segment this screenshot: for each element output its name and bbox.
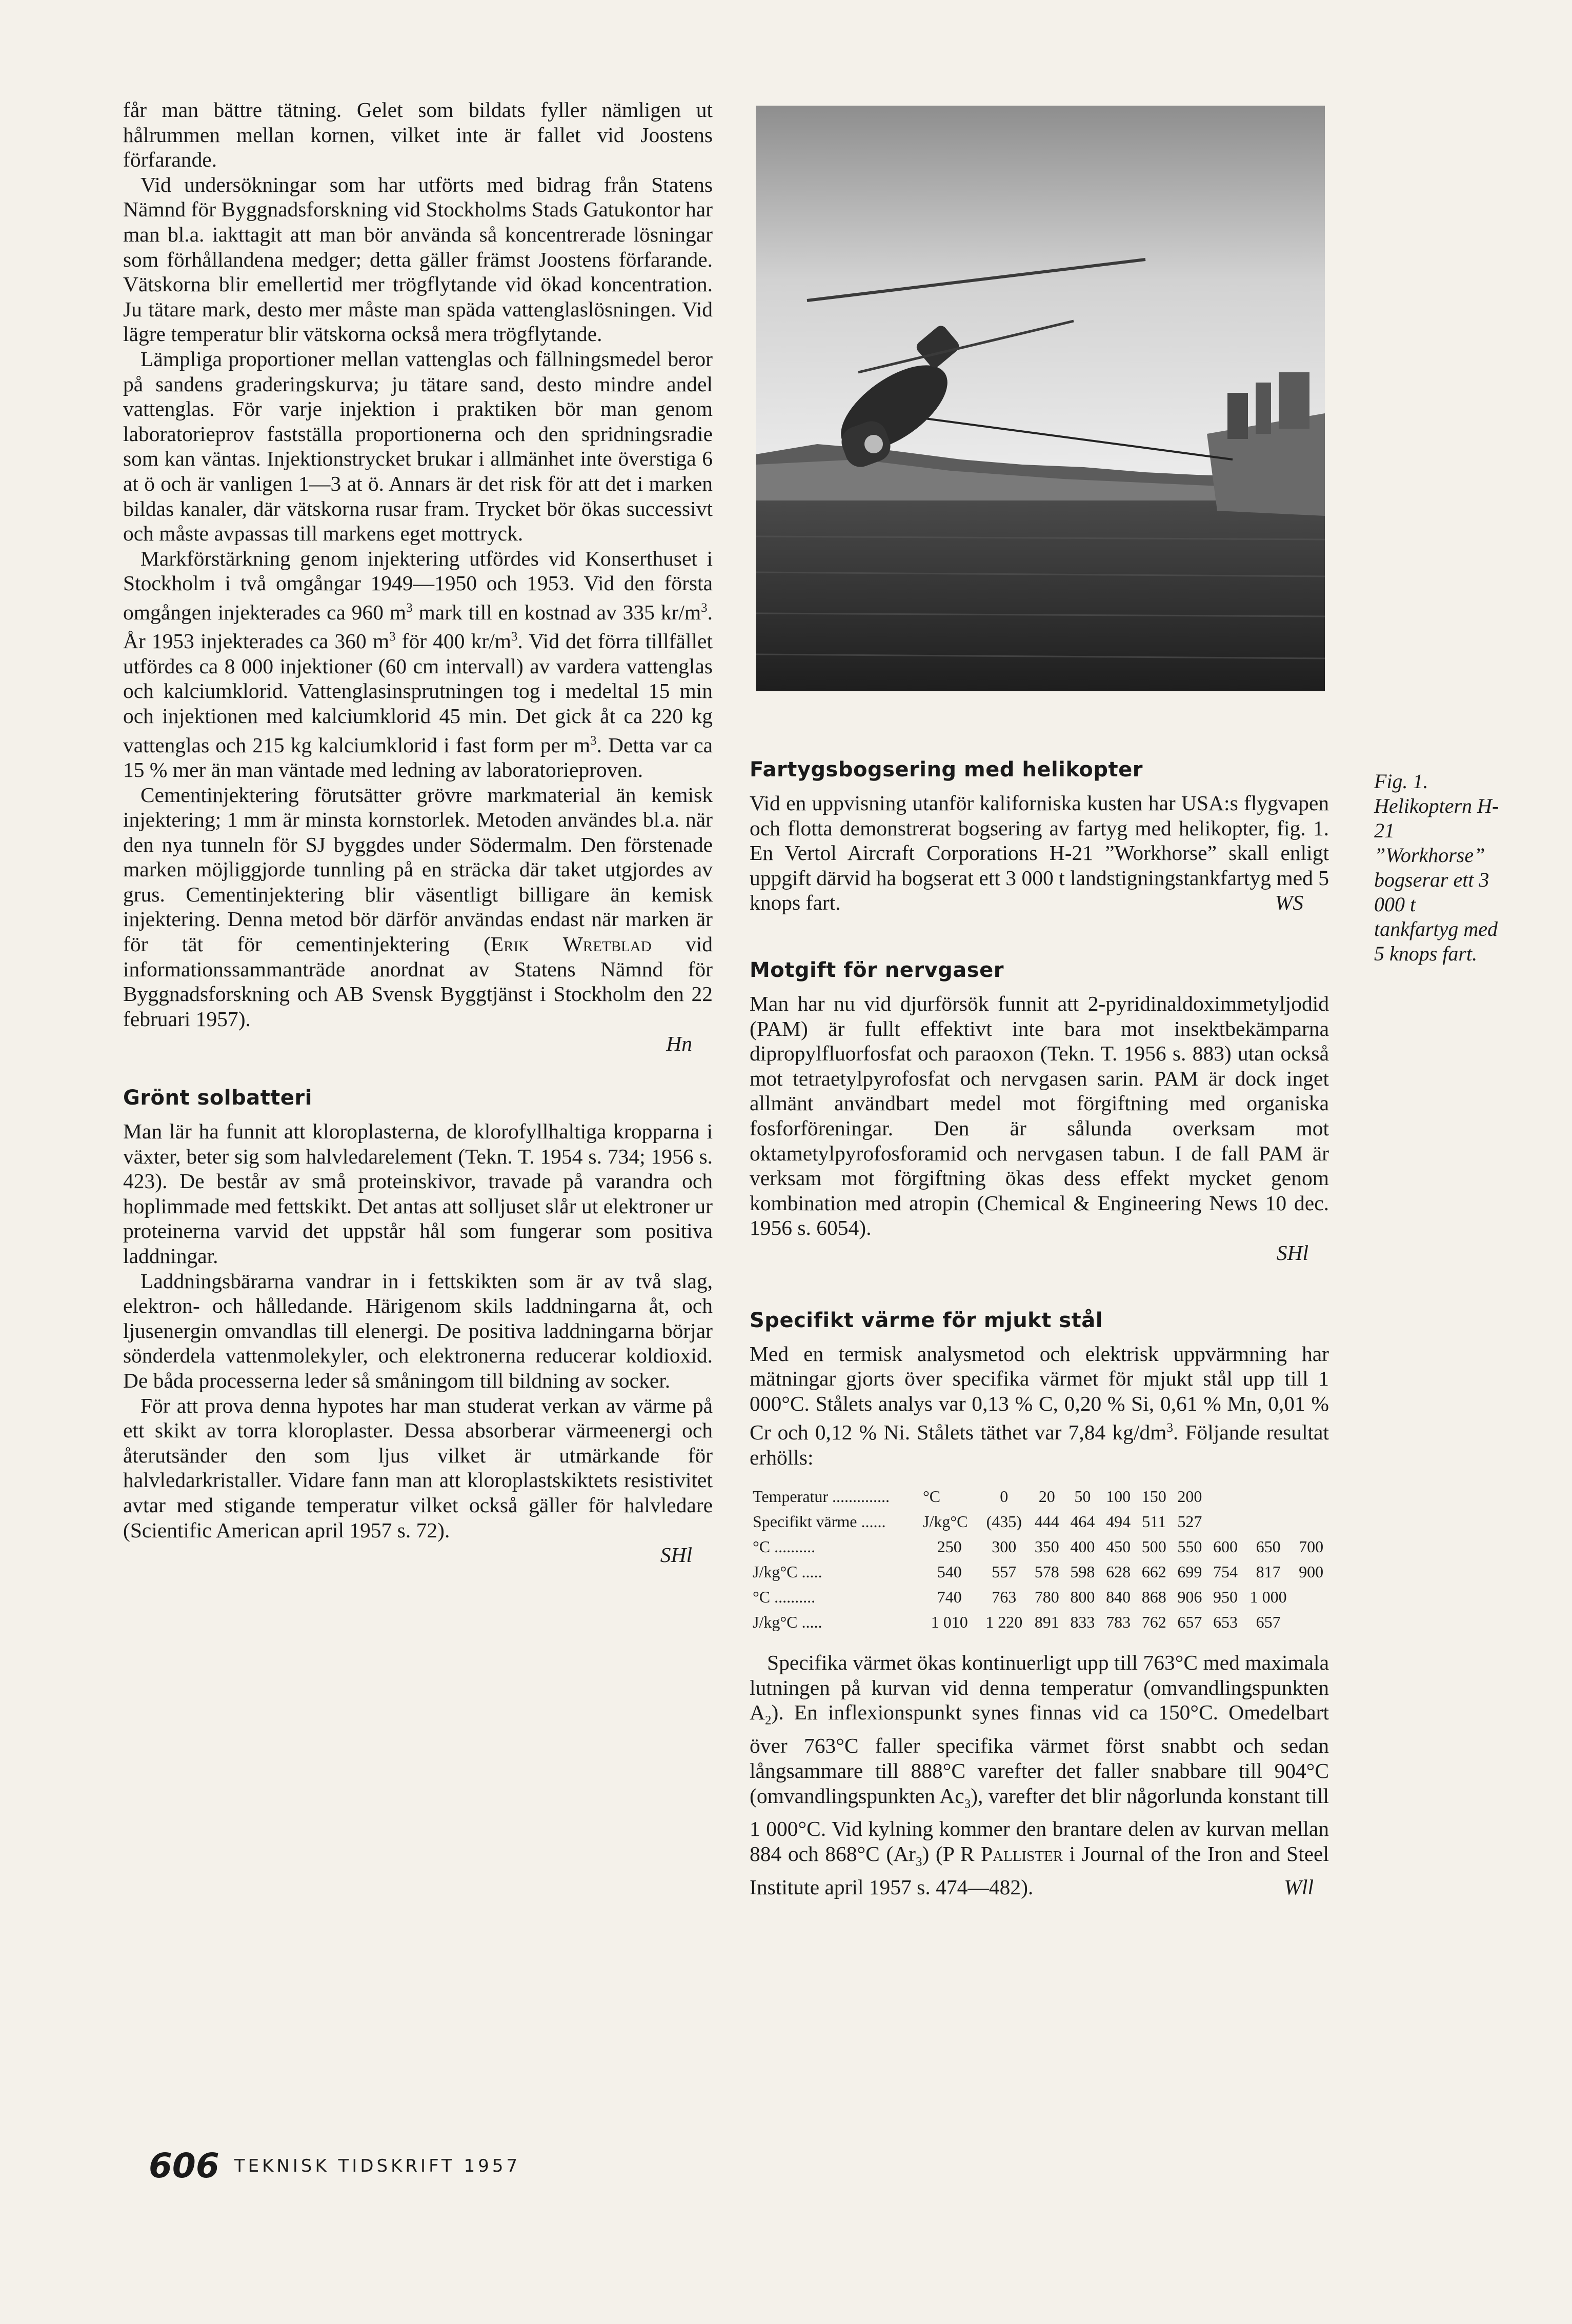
table-cell: 540 [937, 1562, 962, 1581]
table-cell: 650 [1256, 1537, 1281, 1556]
table-cell: 444 [1034, 1512, 1059, 1531]
table-cell: 350 [1034, 1537, 1059, 1556]
table-cell: 906 [1177, 1588, 1202, 1607]
table-row [750, 1484, 1329, 1509]
figure-caption: Fig. 1. Helikoptern H-21 ”Workhorse” bogserar ett 3 000 t tankfartyg med 5 knops fart. [1374, 770, 1499, 965]
paragraph-laddning: Laddningsbärarna vandrar in i fettskikten som är av två slag, elektron- och hålledande. Härigenom skils laddningarna åt, och ljusenergin omvandlas till elenergi. De positiva laddningarna börjar sönderdela vattenmolekyler, och elektronerna reducerar koldioxid. De båda processerna leder så småningom till bildning av socker. [123, 1269, 713, 1392]
table-cell: 0 [1000, 1487, 1009, 1506]
journal-name: TEKNISK TIDSKRIFT 1957 [234, 2155, 521, 2176]
table-row [750, 1559, 1329, 1585]
paragraph-termisk-analys: Med en termisk analysmetod och elektrisk uppvärmning har mätningar gjorts över specifika värmet för mjukt stål upp till 1 000°C. Stålets analys var 0,13 % C, 0,20 % Si, 0,61 % Mn, 0,01 % Cr och 0,12 % Ni. Stålets täthet var 7,84 $kg/dm^3$. Följande resultat erhölls: [750, 1341, 1329, 1469]
heading-fartygsbogsering: Fartygsbogsering med helikopter [750, 758, 1143, 782]
table-cell: 300 [992, 1537, 1017, 1556]
paragraph-kloroplast: Man lär ha funnit att kloroplasterna, de klorofyllhaltiga kropparna i växter, beter sig som halvledarelement (Tekn. T. 1954 s. 734; 1956 s. 423). De består av små proteinskivor, travade på varandra och hoplimmade med fettskikt. Det antas att solljuset slår ut elektroner ur proteinerna varvid det uppstår hål som fungerar som positiva laddningar. [123, 1119, 713, 1268]
table-cell: 527 [1177, 1512, 1202, 1531]
heading-solbatteri: Grönt solbatteri [123, 1086, 312, 1110]
table-cell: 100 [1106, 1487, 1131, 1506]
table-row-unit: J/kg°C [923, 1512, 968, 1531]
table-row-label: °C .......... [753, 1537, 816, 1556]
table-cell: 1 220 [985, 1613, 1023, 1632]
helicopter-photo [756, 106, 1325, 691]
table-cell: 200 [1177, 1487, 1202, 1506]
table-cell: 891 [1034, 1613, 1059, 1632]
table-cell: 762 [1141, 1613, 1166, 1632]
table-row [750, 1534, 1329, 1559]
paragraph-specifika-varmet: Specifika värmet ökas kontinuerligt upp till 763°C med maximala lutningen på kurvan vid denna temperatur (omvandlingspunkten $A_2$). En inflexionspunkt synes finnas vid ca 150°C. Omedelbart över 763°C faller specifika värmet först snabbt och sedan långsammare till 888°C varefter det faller snabbare till 904°C (omvandlingspunkten $Ac_3$), varefter det blir någorlunda konstant till 1 000°C. Vid kylning kommer den brantare delen av kurvan mellan 884 och 868°C $(Ar_3)$ (P R Pallister i Journal of the Iron and Steel Institute april 1957 s. 474—482). Wll [750, 1651, 1329, 1899]
table-cell: 494 [1106, 1512, 1131, 1531]
paragraph-cement: Cementinjektering förutsätter grövre markmaterial än kemisk injektering; 1 mm är minsta kornstorlek. Metoden användes bl.a. när den nya tunneln för SJ byggdes under Södermalm. Den förstenade marken möjliggjorde tunnling på en sträcka där taket utgjordes av grus. Cementinjektering blir väsentligt billigare än kemisk injektering. Denna metod bör därför användas endast när marken är för tät för cementinjektering (Erik Wretblad vid informationssammanträde anordnat av Statens Nämnd för Byggnadsforskning och AB Svensk Byggtjänst i Stockholm den 22 februari 1957). Hn [123, 783, 713, 1056]
table-cell: 699 [1177, 1562, 1202, 1581]
table-row-label: °C .......... [753, 1588, 816, 1607]
table-cell: 780 [1034, 1588, 1059, 1607]
table-cell: 500 [1141, 1537, 1166, 1556]
paragraph-intro: får man bättre tätning. Gelet som bildats fyller nämligen ut hålrummen mellan kornen, vilket inte är fallet vid Joostens förfarande. [123, 98, 713, 172]
table-cell: 817 [1256, 1562, 1281, 1581]
table-cell: 400 [1070, 1537, 1095, 1556]
specific-heat-table [750, 1484, 1329, 1635]
table-cell: 1 010 [931, 1613, 968, 1632]
page-number: 606 [149, 2146, 219, 2186]
table-cell: 950 [1213, 1588, 1238, 1607]
signature: SHl [660, 1543, 692, 1567]
signature: SHl [1276, 1240, 1308, 1265]
left-column [123, 97, 713, 1568]
table-row-label: Specifikt värme ...... [753, 1512, 886, 1531]
table-cell: 783 [1106, 1613, 1131, 1632]
paragraph-proportions: Lämpliga proportioner mellan vattenglas och fällningsmedel beror på sandens graderingskurva; ju tätare sand, desto mindre andel vattenglas. För varje injektion i praktiken bör man genom laboratorieprov fastställa proportionerna och den spridningsradie som kan väntas. Injektionstrycket brukar i allmänhet inte överstiga 6 at ö och är vanligen 1—3 at ö. Annars är det risk för att det i marken bildas kanaler, där vätskorna rusar fram. Trycket bör ökas successivt och måste avpassas till markens eget mottryck. [123, 347, 713, 546]
table-cell: 833 [1070, 1613, 1095, 1632]
table-cell: 550 [1177, 1537, 1202, 1556]
table-cell: 740 [937, 1588, 962, 1607]
table-cell: 763 [992, 1588, 1017, 1607]
table-row-unit: °C [923, 1487, 941, 1506]
table-cell: 450 [1106, 1537, 1131, 1556]
table-cell: 657 [1177, 1613, 1202, 1632]
paragraph-konserthuset: Markförstärkning genom injektering utfördes vid Konserthuset i Stockholm i två omgångar 1949—1950 och 1953. Vid den första omgången injekterades ca 960 $m^3$ mark till en kostnad av 335 $kr/m^3$. År 1953 injekterades ca 360 $m^3$ för 400 $kr/m^3$. Vid det förra tillfället utfördes ca 8 000 injektioner (60 cm intervall) av vardera vattenglas och kalciumklorid. Vattenglasinsprutningen tog i medeltal 15 min och injektionen med kalciumklorid 45 min. Det gick åt ca 220 kg vattenglas och 215 kg kalciumklorid i fast form per $m^3$. Detta var ca 15 % mer än man väntade med ledning av laboratorieproven. [123, 546, 713, 782]
table-row [750, 1509, 1329, 1534]
table-cell: 511 [1142, 1512, 1166, 1531]
table-row-label: J/kg°C ..... [753, 1613, 822, 1632]
table-row [750, 1585, 1329, 1610]
table-cell: 653 [1213, 1613, 1238, 1632]
table-cell: 1 000 [1249, 1588, 1287, 1607]
right-column [750, 758, 1329, 1900]
author-name: P R Pallister [942, 1842, 1063, 1866]
table-cell: 662 [1141, 1562, 1166, 1581]
table-row-label: J/kg°C ..... [753, 1562, 822, 1581]
table-cell: 150 [1141, 1487, 1166, 1506]
signature: WS [1275, 891, 1303, 915]
table-cell: 628 [1106, 1562, 1131, 1581]
heading-specifikt-varme: Specifikt värme för mjukt stål [750, 1308, 1103, 1332]
table-cell: 250 [937, 1537, 962, 1556]
table-cell: 50 [1074, 1487, 1091, 1506]
heading-motgift: Motgift för nervgaser [750, 958, 1004, 982]
signature: Hn [666, 1032, 692, 1056]
paragraph-research: Vid undersökningar som har utförts med bidrag från Statens Nämnd för Byggnadsforskning vid Stockholms Stads Gatukontor har man bl.a. iakttagit att man bör använda så koncentrerade lösningar som förhållandena medger; detta gäller främst Joostens förfarande. Vätskorna blir emellertid mer trögflytande vid ökad koncentration. Ju tätare mark, desto mer måste man späda vattenglaslösningen. Vid lägre temperatur blir vätskorna också mera trögflytande. [123, 172, 713, 346]
table-cell: 657 [1256, 1613, 1281, 1632]
table-cell: 900 [1299, 1562, 1324, 1581]
signature: Wll [1284, 1875, 1314, 1899]
table-cell: 557 [992, 1562, 1017, 1581]
table-cell: 700 [1299, 1537, 1324, 1556]
author-name: Erik Wretblad [490, 932, 652, 956]
table-cell: 464 [1070, 1512, 1095, 1531]
paragraph-nervgaser: Man har nu vid djurförsök funnit att 2-pyridinaldoximmetyljodid (PAM) är fullt effektivt inte bara mot insektbekämparna dipropylfluorfosfat och paraoxon (Tekn. T. 1956 s. 883) utan också mot tetraetylpyrofosfat och nervgasen sarin. PAM är dock inget allmänt användbart medel mot förgiftning med organiska fosforföreningar. Den är sålunda overksam mot oktametylpyrofosforamid och nervgasen tabun. I de fall PAM är verksam mot förgiftning ökas dess effekt mycket genom kombination med atropin (Chemical & Engineering News 10 dec. 1956 s. 6054). SHl [750, 991, 1329, 1265]
table-cell: 800 [1070, 1588, 1095, 1607]
table-cell: 578 [1034, 1562, 1059, 1581]
page-footer [149, 2146, 520, 2186]
table-cell: 754 [1213, 1562, 1238, 1581]
paragraph-hypotes: För att prova denna hypotes har man studerat verkan av värme på ett skikt av torra kloroplaster. Dessa absorberar värmeenergi och återutsänder den som ljus vilket är utmärkande för halvledarkristaller. Vidare fann man att kloroplastskiktets resistivitet avtar med stigande temperatur vilket också gäller för halvledare (Scientific American april 1957 s. 72). SHl [123, 1393, 713, 1567]
table-row-label: Temperatur .............. [753, 1487, 890, 1506]
table-row [750, 1610, 1329, 1635]
table-cell: 868 [1141, 1588, 1166, 1607]
paragraph-helikopter: Vid en uppvisning utanför kaliforniska kusten har USA:s flygvapen och flotta demonstrerat bogsering av fartyg med helikopter, fig. 1. En Vertol Aircraft Corporations H-21 ”Workhorse” skall enligt uppgift därvid ha bogserat ett 3 000 t landstigningstankfartyg med 5 knops fart. WS [750, 791, 1329, 915]
table-cell: 840 [1106, 1588, 1131, 1607]
table-cell: 20 [1038, 1487, 1055, 1506]
table-cell: 600 [1213, 1537, 1238, 1556]
table-cell: 598 [1070, 1562, 1095, 1581]
table-cell: (435) [986, 1512, 1022, 1531]
